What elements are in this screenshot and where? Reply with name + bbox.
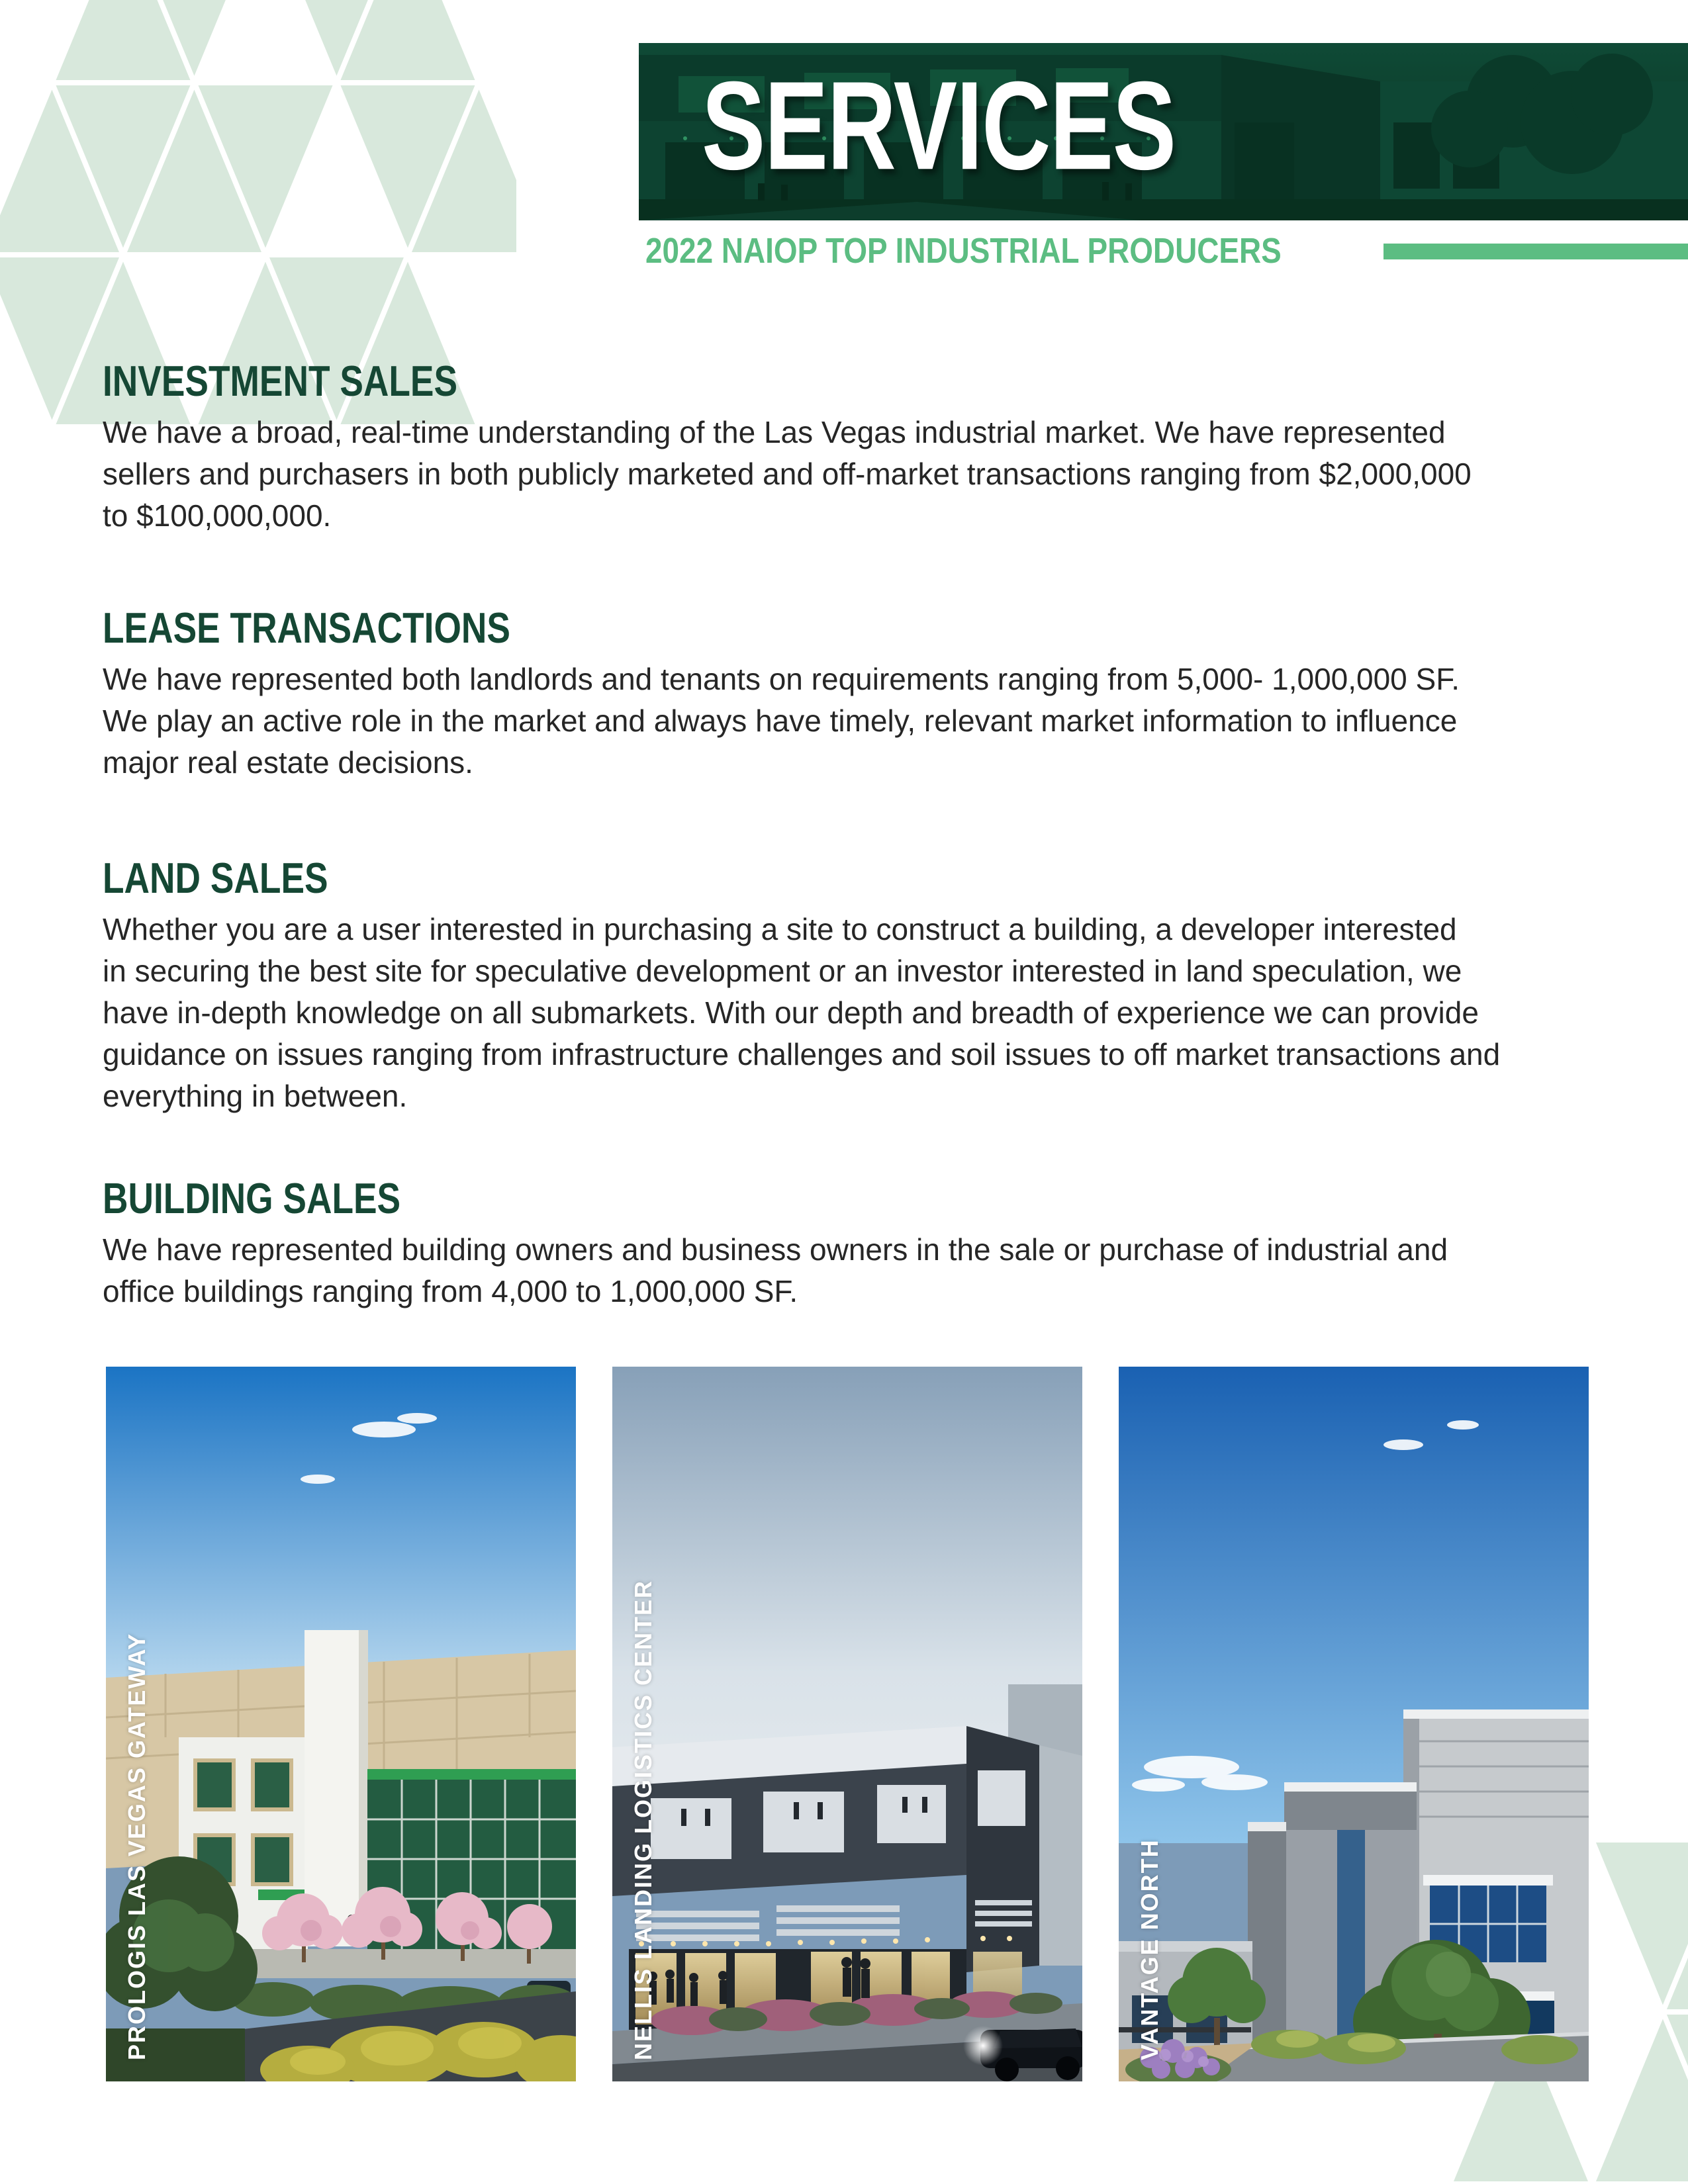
section-heading-building-sales: BUILDING SALES xyxy=(103,1174,401,1222)
page-title: SERVICES xyxy=(702,56,1176,197)
subtitle-accent-bar xyxy=(1383,244,1688,259)
project-caption: NELLIS LANDING LOGISTICS CENTER xyxy=(630,1579,657,2060)
section-body-investment-sales: We have a broad, real-time understanding of the Las Vegas industrial market. We have represented sellers and purchasers in both publicly marketed and off-market transactions ranging from $2,000,000 to $100,000,000. xyxy=(103,415,1472,533)
project-image-nellis-landing-logistics-center xyxy=(612,1367,1082,2081)
section-body-land-sales: Whether you are a user interested in purchasing a site to construct a building, a developer interested in securing the best site for speculative development or an investor interested in land speculation, we have in-depth knowledge on all submarkets. With our depth and breadth of experience we can provide guidance on issues ranging from infrastructure challenges and soil issues to off market transactions and everything in between. xyxy=(103,912,1501,1113)
project-image-vantage-north xyxy=(1119,1367,1589,2081)
content-column xyxy=(103,359,1585,1312)
project-caption: PROLOGIS LAS VEGAS GATEWAY xyxy=(123,1632,150,2060)
section-heading-lease-transactions: LEASE TRANSACTIONS xyxy=(103,604,510,652)
header-banner xyxy=(639,43,1688,220)
project-gallery xyxy=(106,1367,1589,2081)
project-image-prologis-las-vegas-gateway xyxy=(106,1367,576,2081)
section-heading-land-sales: LAND SALES xyxy=(103,854,328,902)
section-heading-investment-sales: INVESTMENT SALES xyxy=(103,357,458,405)
producers-subtitle: 2022 NAIOP TOP INDUSTRIAL PRODUCERS xyxy=(645,231,1282,271)
project-caption: VANTAGE NORTH xyxy=(1136,1839,1163,2060)
prologis-rendering xyxy=(106,1367,576,2081)
section-body-building-sales: We have represented building owners and business owners in the sale or purchase of industrial and office buildings ranging from 4,000 to 1,000,000 SF. xyxy=(103,1232,1448,1308)
vantage-rendering xyxy=(1119,1367,1589,2081)
nellis-rendering xyxy=(612,1367,1082,2081)
section-body-lease-transactions: We have represented both landlords and tenants on requirements ranging from 5,000- 1,000,000 SF. We play an active role in the market and always have timely, relevant market information to influence major real estate decisions. xyxy=(103,662,1460,780)
